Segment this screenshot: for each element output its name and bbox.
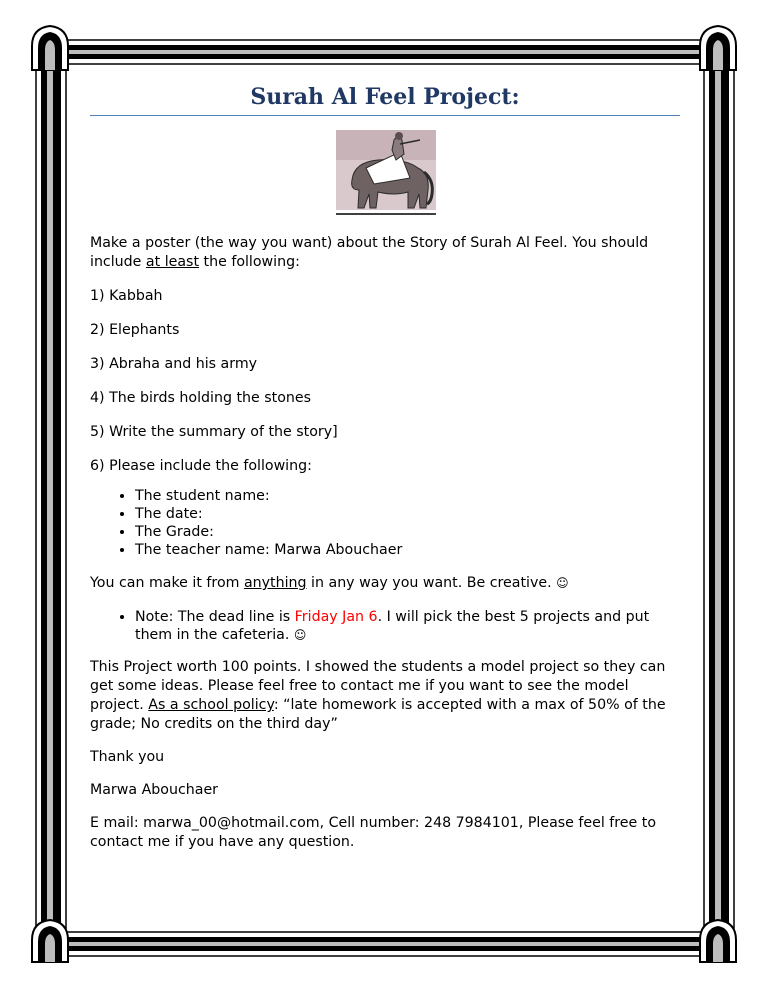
- list-item: 2) Elephants: [90, 322, 180, 338]
- smiley-icon: ☺: [556, 576, 569, 590]
- bullet-item: • The student name:: [135, 487, 682, 505]
- left-border-band: [36, 62, 66, 934]
- top-border-band: [62, 40, 708, 64]
- creative-emphasis: anything: [243, 575, 307, 591]
- note-bullet-list: [90, 608, 682, 644]
- intro-emphasis: at least: [145, 254, 200, 270]
- note-text-end: . I will pick the best 5 projects and put them in the cafeteria.: [135, 609, 650, 643]
- creative-paragraph: [90, 574, 682, 593]
- corner-arch-top-left: [32, 26, 68, 70]
- thank-you-text: Thank you: [90, 749, 165, 765]
- note-text: Note: The dead line is: [135, 609, 295, 625]
- creative-text: You can make it from: [90, 575, 244, 591]
- contact-paragraph: E mail: marwa_00@hotmail.com, Cell number: 248 7984101, Please feel free to contact me if you have any question.: [90, 815, 657, 850]
- list-item: 4) The birds holding the stones: [90, 390, 312, 406]
- elephant-rider-illustration: [334, 128, 438, 220]
- bullet-item: • The Grade:: [135, 523, 682, 541]
- corner-arch-top-right: [700, 26, 736, 70]
- policy-text-end: : “late homework is accepted with a max of 50% of the grade; No credits on the third day”: [90, 697, 666, 732]
- deadline-note: [135, 608, 682, 644]
- policy-paragraph: [90, 658, 682, 734]
- list-item: 6) Please include the following:: [90, 458, 312, 474]
- corner-arch-bottom-left: [32, 920, 68, 962]
- list-item: 1) Kabbah: [90, 288, 163, 304]
- policy-emphasis: As a school policy: [148, 697, 274, 713]
- intro-text: Make a poster (the way you want) about the Story of Surah Al Feel. You should include: [90, 235, 649, 270]
- list-item: 3) Abraha and his army: [90, 356, 258, 372]
- bullet-item: • The date:: [135, 505, 682, 523]
- list-item: 5) Write the summary of the story]: [90, 424, 338, 440]
- intro-text-end: the following:: [199, 254, 300, 270]
- smiley-icon: ☺: [293, 628, 307, 642]
- policy-text: This Project worth 100 points. I showed the students a model project so they can get some ideas. Please feel free to contact me if you want to see the model project.: [90, 659, 666, 713]
- corner-arch-bottom-right: [700, 920, 736, 962]
- bottom-border-band: [62, 932, 708, 956]
- creative-text-end: in any way you want. Be creative.: [306, 575, 557, 591]
- intro-paragraph: [90, 234, 682, 272]
- bullet-item: • The teacher name: Marwa Abouchaer: [135, 541, 682, 559]
- document-body: [90, 84, 682, 852]
- right-border-band: [704, 62, 734, 934]
- deadline-date: Friday Jan 6: [294, 609, 378, 625]
- signature-name: Marwa Abouchaer: [90, 782, 219, 798]
- page-title: Surah Al Feel Project:: [90, 88, 680, 116]
- include-bullet-list: [90, 487, 682, 559]
